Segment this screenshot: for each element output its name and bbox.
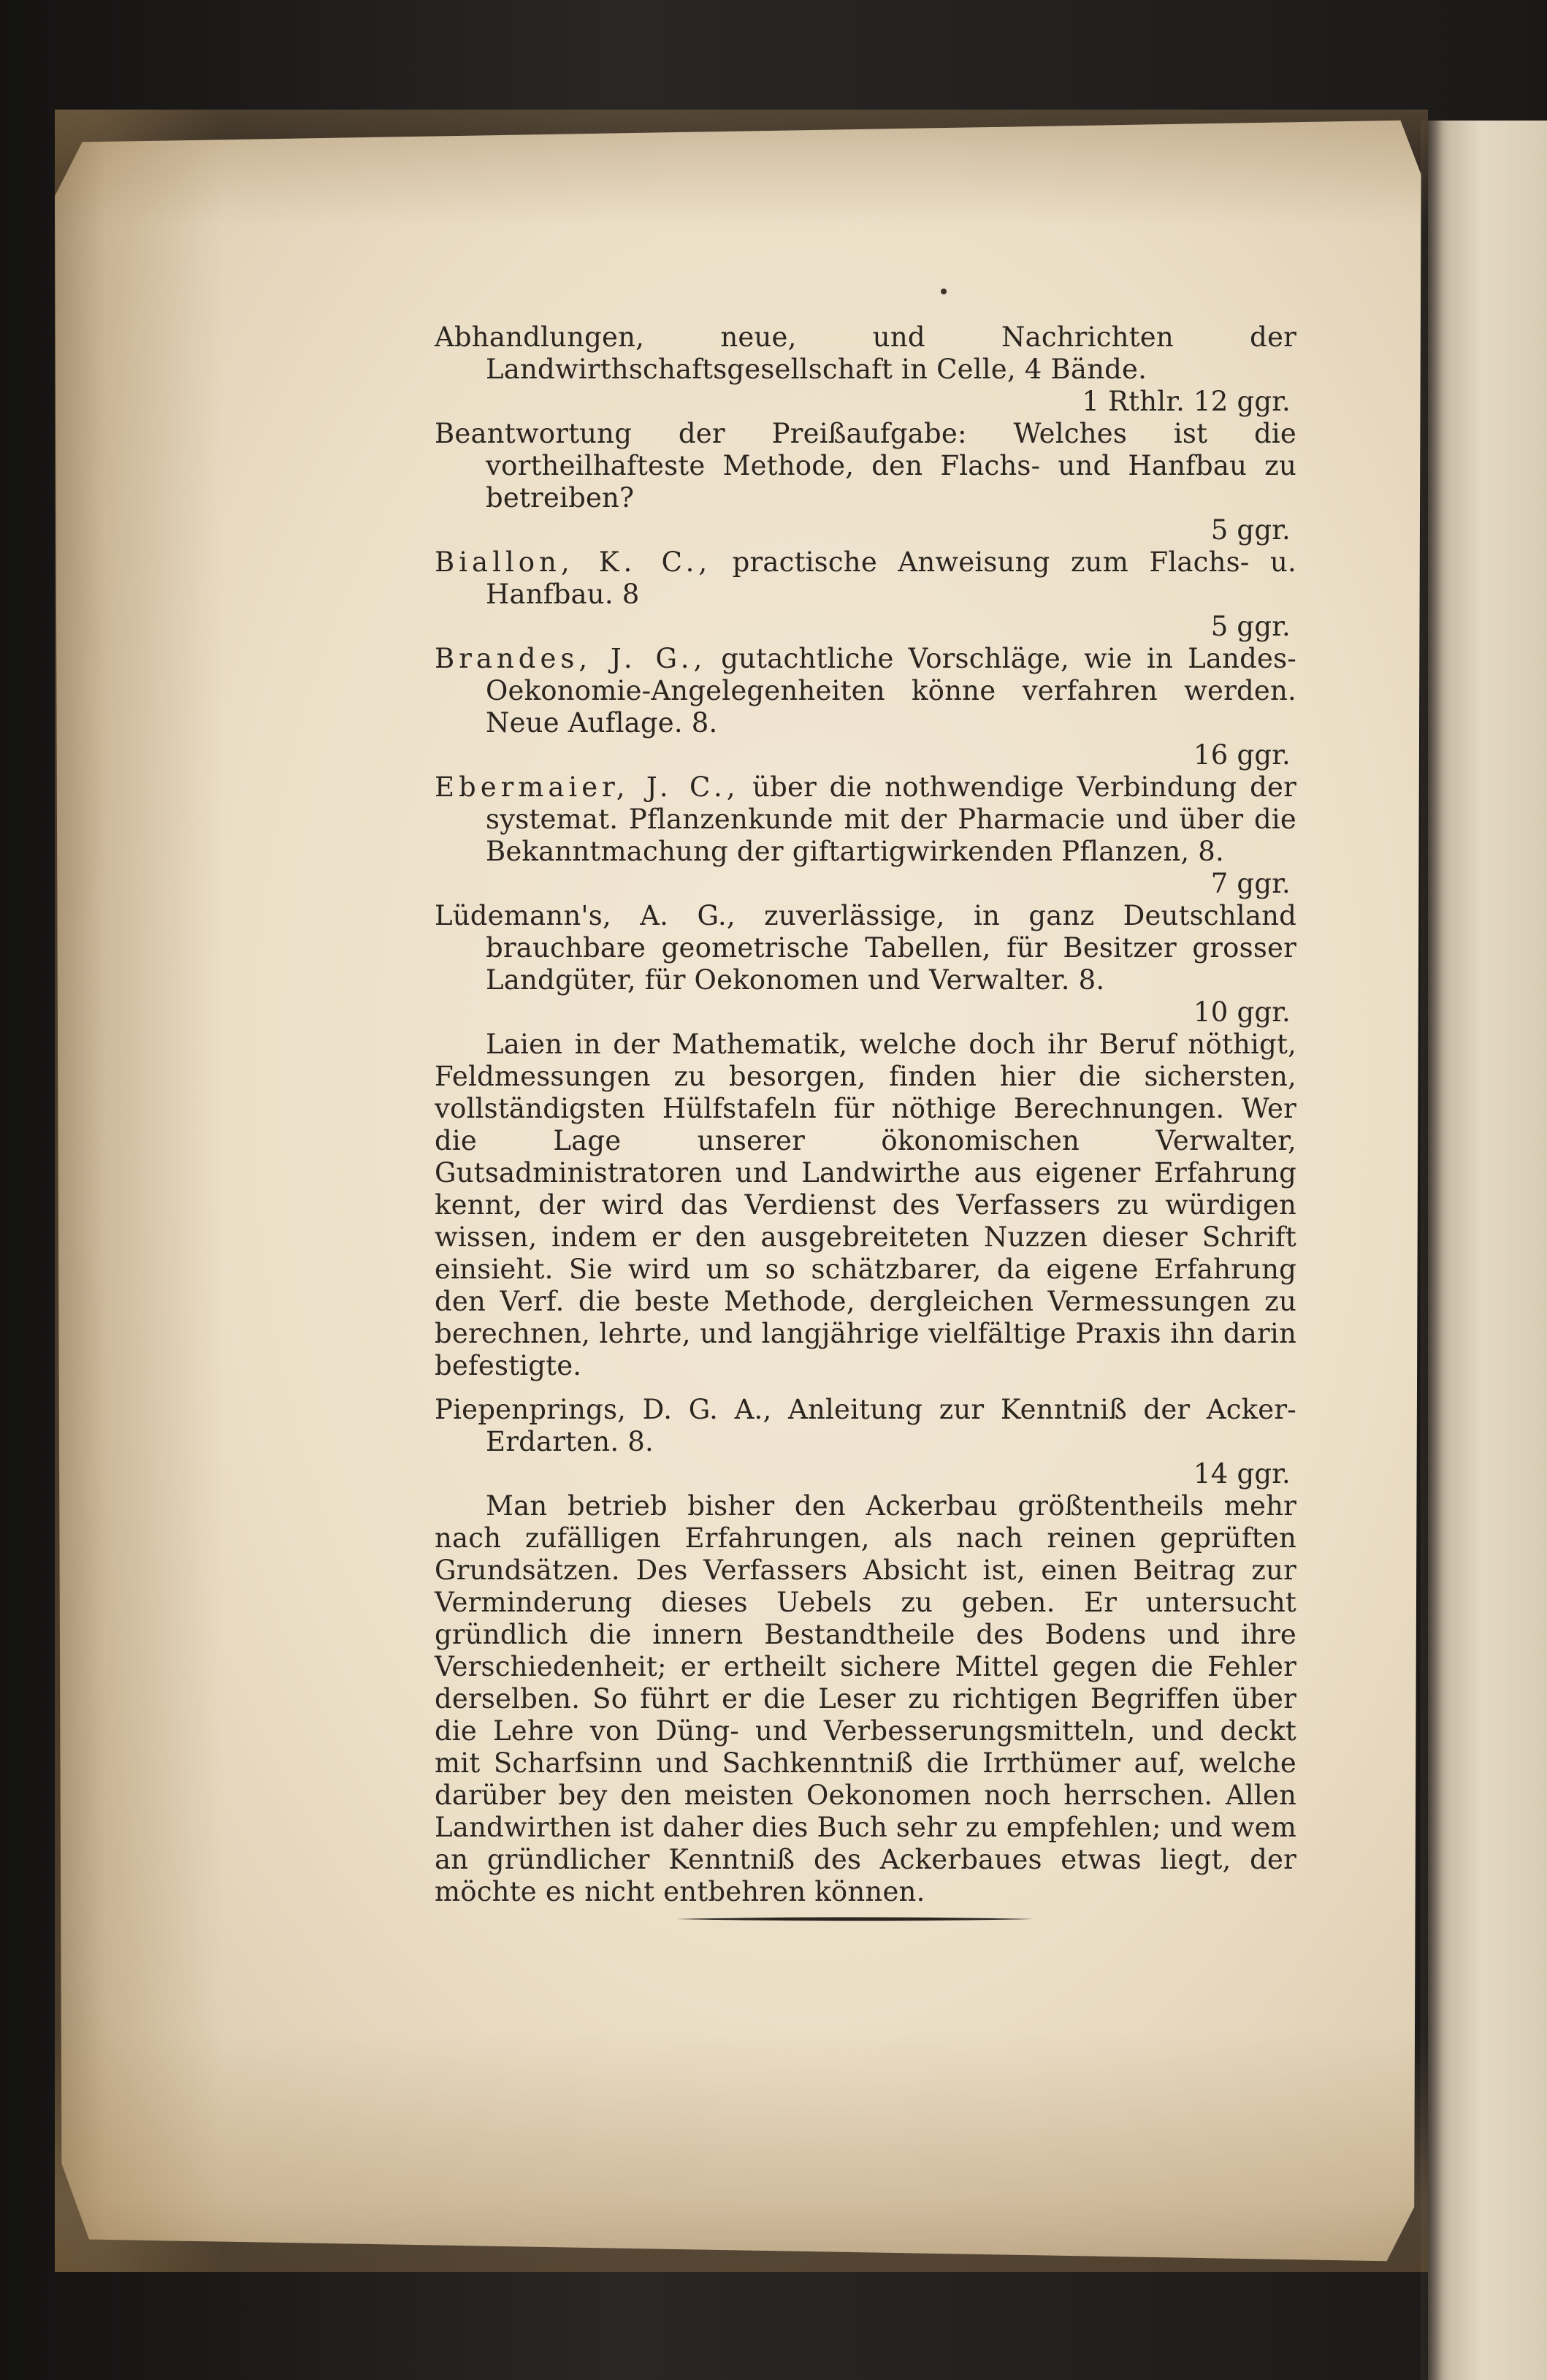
entry-title: Lüdemann's, A. G., zuverlässige, in ganz Deutschland brauchbare geometrische Tabellen, für Besitzer grosser Landgüter, für Oekonomen und Verwalter. 8.: [435, 900, 1296, 996]
list-item: [435, 643, 1296, 771]
entry-title: gutachtliche Vorschläge, wie in Landes-Oekonomie-Angelegenheiten könne verfahren werden. Neue Auflage. 8.: [486, 643, 1296, 739]
list-item: [435, 771, 1296, 900]
entry-review: Man betrieb bisher den Ackerbau größtentheils mehr nach zufälligen Erfahrungen, als nach reinen geprüften Grundsätzen. Des Verfassers Absicht ist, einen Beitrag zur Verminderung dieses Uebels zu geben. Er untersucht gründlich die innern Bestandtheile des Bodens und ihre Verschiedenheit; er ertheilt sichere Mittel gegen die Fehler derselben. So führt er die Leser zu richtigen Begriffen über die Lehre von Düng- und Verbesserungsmitteln, und deckt mit Scharfsinn und Sachkenntniß die Irrthümer auf, welche darüber bey den meisten Oekonomen noch herrschen. Allen Landwirthen ist daher dies Buch sehr zu empfehlen; und wem an gründlicher Kenntniß des Ackerbaues etwas liegt, der möchte es nicht entbehren können.: [435, 1490, 1296, 1907]
entry-author: Ebermaier, J. C.,: [435, 771, 740, 803]
gutter-shadow: [1421, 121, 1443, 2380]
entry-title: über die nothwendige Verbindung der systemat. Pflanzenkunde mit der Pharmacie und über die Bekanntmachung der giftartigwirkenden Pflanzen, 8.: [486, 771, 1296, 867]
entry-review: Laien in der Mathematik, welche doch ihr Beruf nöthigt, Feldmessungen zu besorgen, finden hier die sichersten, vollständigsten Hülfstafeln für nöthige Berechnungen. Wer die Lage unserer ökonomischen Verwalter, Gutsadministratoren und Landwirthe aus eigener Erfahrung kennt, der wird das Verdienst des Verfassers zu würdigen wissen, indem er den ausgebreiteten Nuzzen dieser Schrift einsieht. Sie wird um so schätzbarer, da eigene Erfahrung den Verf. die beste Methode, dergleichen Vermessungen zu berechnen, lehrte, und langjährige vielfältige Praxis ihn darin befestigte.: [435, 1029, 1296, 1381]
list-item: [435, 900, 1296, 1382]
entry-heading: [435, 643, 1296, 739]
entry-price: 5 ggr.: [1210, 611, 1291, 642]
entry-price: 5 ggr.: [1210, 514, 1291, 546]
ink-speck: [941, 289, 947, 294]
entry-author: Biallon, K. C.,: [435, 546, 712, 578]
book-list: [435, 321, 1296, 1908]
entry-title: Piepenprings, D. G. A., Anleitung zur Kenntniß der Acker-Erdarten. 8.: [435, 1394, 1296, 1457]
entry-author: Brandes, J. G.,: [435, 643, 707, 674]
entry-heading: [435, 546, 1296, 611]
entry-price: 16 ggr.: [1193, 739, 1291, 771]
entry-title: Abhandlungen, neue, und Nachrichten der Landwirthschaftsgesellschaft in Celle, 4 Bände.: [435, 321, 1296, 385]
entry-spacer: [435, 1382, 1296, 1394]
list-item: [435, 321, 1296, 418]
entry-price: 10 ggr.: [1193, 996, 1291, 1028]
list-item: [435, 418, 1296, 546]
entry-title: practische Anweisung zum Flachs- u. Hanfbau. 8: [486, 546, 1296, 610]
entry-price: 1 Rthlr. 12 ggr.: [1082, 386, 1291, 417]
entry-price: 14 ggr.: [1193, 1458, 1291, 1490]
facing-page-edge: [1428, 121, 1547, 2380]
entry-title: Beantwortung der Preißaufgabe: Welches ist die vortheilhafteste Methode, den Flachs- und Hanfbau zu betreiben?: [435, 418, 1296, 514]
entry-price: 7 ggr.: [1210, 868, 1291, 899]
entry-heading: [435, 771, 1296, 868]
list-item: [435, 1394, 1296, 1908]
end-rule: [676, 1916, 1034, 1922]
list-item: [435, 546, 1296, 643]
